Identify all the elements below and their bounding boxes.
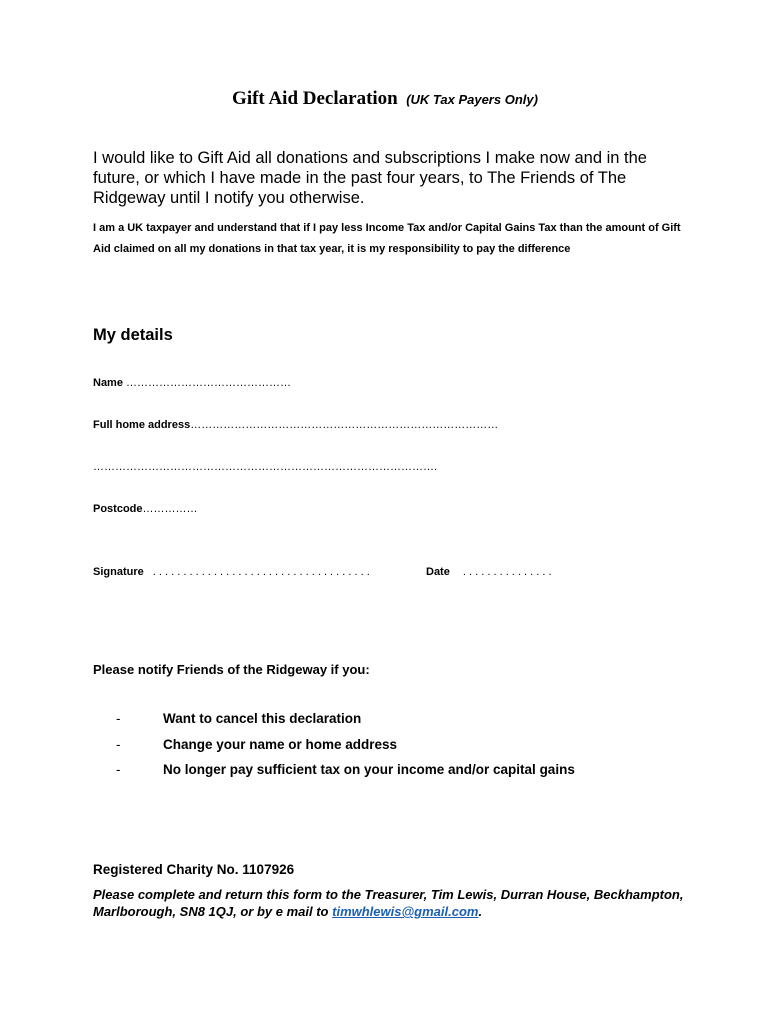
list-item — [93, 737, 713, 763]
taxpayer-statement: I am a UK taxpayer and understand that if I pay less Income Tax and/or Capital Gains Tax than the amount of Gift Aid claimed on all my donations in that tax year, it is my responsibility to pay the difference — [93, 222, 681, 255]
date-dots: . . . . . . . . . . . . . . . — [462, 566, 552, 578]
postcode-label: Postcode — [93, 503, 143, 515]
bullet-dash: - — [116, 736, 121, 752]
signature-label: Signature — [93, 566, 144, 578]
address-line2-field[interactable] — [93, 461, 437, 473]
address-line2-dots: …………………………………………………………………………………. — [93, 461, 438, 473]
postcode-dots: …………… — [142, 503, 198, 515]
list-item — [93, 762, 713, 788]
list-item-text: No longer pay sufficient tax on your income and/or capital gains — [163, 762, 575, 777]
address-label: Full home address — [93, 419, 191, 431]
notify-heading: Please notify Friends of the Ridgeway if you: — [93, 662, 370, 677]
return-instructions: Please complete and return this form to the Treasurer, Tim Lewis, Durran House, Beckhampton, Marlborough, SN8 1QJ, or by e mail to timwhlewis@gmail.com. — [93, 887, 684, 919]
address-dots: ………………………………………………………………………… — [190, 419, 499, 431]
intro-paragraph: I would like to Gift Aid all donations and subscriptions I make now and in the future, or which I have made in the past four years, to The Friends of The Ridgeway until I notify you otherwise. — [93, 149, 647, 207]
email-link[interactable]: timwhlewis@gmail.com — [332, 904, 479, 919]
title-subtitle: (UK Tax Payers Only) — [406, 92, 538, 107]
name-field[interactable] — [93, 377, 291, 389]
address-field[interactable] — [93, 419, 498, 431]
list-item — [93, 711, 713, 737]
notify-list — [93, 711, 713, 788]
list-item-text: Change your name or home address — [163, 736, 398, 752]
list-item-text: Want to cancel this declaration — [163, 711, 362, 726]
postcode-field[interactable] — [93, 503, 198, 515]
bullet-dash: - — [116, 711, 121, 726]
name-label: Name — [93, 377, 123, 389]
my-details-heading: My details — [93, 326, 173, 344]
page-title — [0, 88, 770, 110]
return-text: Please complete and return this form to the Treasurer, Tim Lewis, Durran House, Beckhampton, Marlborough, SN8 1QJ, or by e mail to — [93, 887, 684, 919]
charity-number: Registered Charity No. 1107926 — [93, 862, 295, 877]
name-dots: ……………………………………… — [126, 377, 292, 389]
signature-field[interactable] — [93, 566, 370, 578]
title-main: Gift Aid Declaration — [232, 88, 398, 109]
bullet-dash: - — [116, 762, 121, 777]
date-field[interactable] — [426, 566, 552, 578]
signature-dots: . . . . . . . . . . . . . . . . . . . . . . . . . . . . . . . . . . . . — [152, 566, 370, 578]
date-label: Date — [426, 566, 450, 578]
